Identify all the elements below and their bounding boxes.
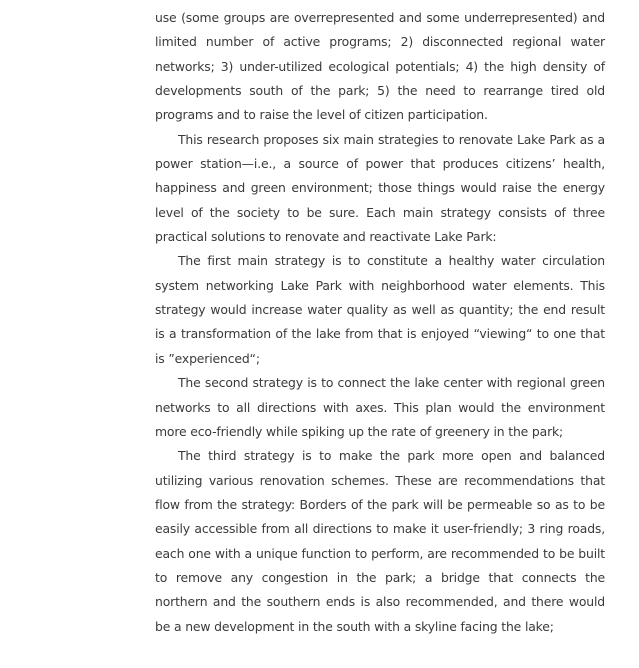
paragraph-problems-continued: use (some groups are overrepresented and some underrepresented) and limited number of active programs; 2) disconnected regional water networks; 3) under-utilized ecological potentials; 4) the high density of developments south of the park; 5) the need to rearrange tired old programs and to raise the level of citizen participation. [155, 10, 605, 123]
paragraph-third-strategy: The third strategy is to make the park more open and balanced utilizing various renovation schemes. These are recommendations that flow from the strategy: Borders of the park will be permeable so as to be easily accessible from all directions to make it user-friendly; 3 ring roads, each one with a unique function to perform, are recommended to be built to remove any congestion in the park; a bridge that connects the northern and the southern ends is also recommended, and there would be a new development in the south with a skyline facing the lake; [155, 448, 605, 634]
paragraph-research-strategies: This research proposes six main strategies to renovate Lake Park as a power station—i.e., a source of power that produces citizens’ health, happiness and green environment; those things would raise the energy level of the society to be sure. Each main strategy consists of three practical solutions to renovate and reactivate Lake Park: [155, 131, 605, 245]
paragraph-second-strategy: The second strategy is to connect the lake center with regional green networks to all directions with axes. This plan would the environment more eco-friendly while spiking up the rate of greenery in the park; [155, 375, 605, 439]
document-body [155, 6, 605, 639]
paragraph-first-strategy: The first main strategy is to constitute a healthy water circulation system networking Lake Park with neighborhood water elements. This strategy would increase water quality as well as quantity; the end result is a transformation of the lake from that is enjoyed “viewing“ to one that is ”experienced“; [155, 253, 605, 366]
